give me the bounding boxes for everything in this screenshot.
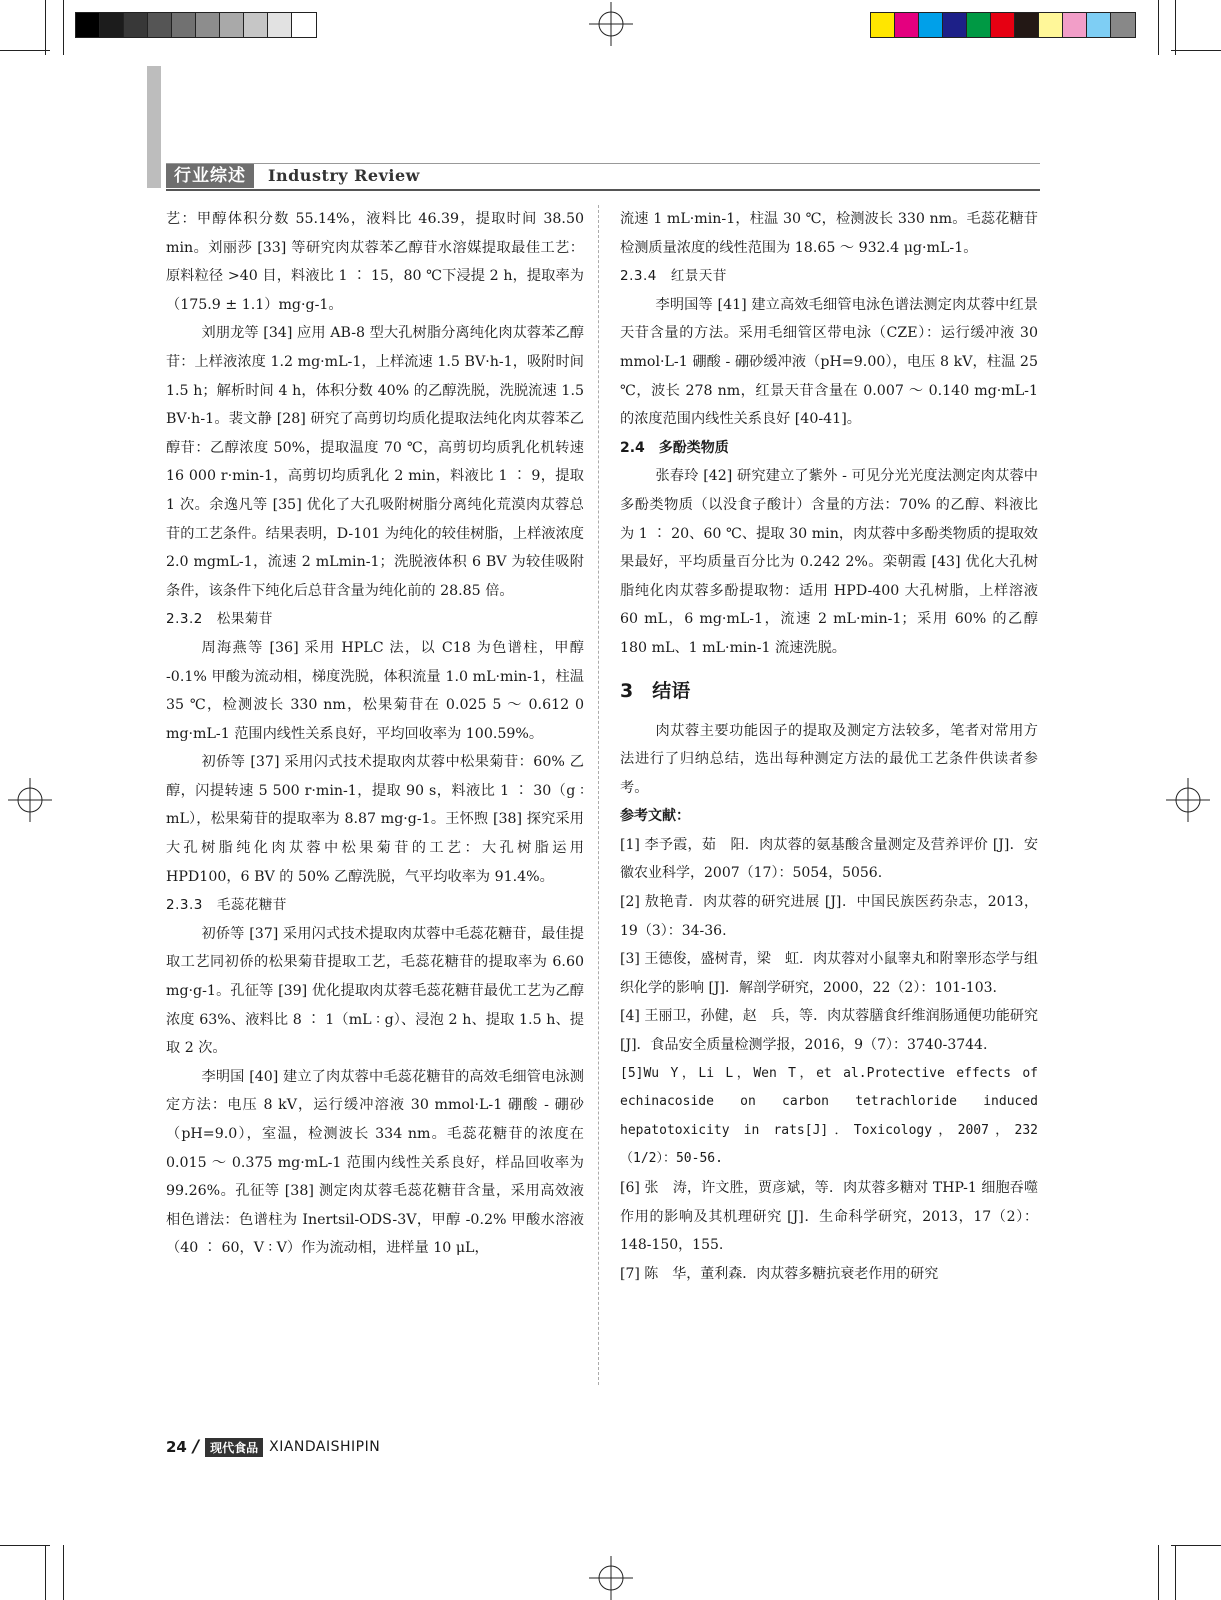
registration-mark-icon (589, 1556, 633, 1600)
chapter-heading: 3 结语 (620, 679, 691, 702)
color-swatch (292, 13, 316, 37)
crop-mark (0, 50, 50, 51)
crop-mark (45, 1545, 46, 1600)
crop-mark (1175, 0, 1176, 55)
color-swatch (172, 13, 196, 37)
paragraph: 周海燕等 [36] 采用 HPLC 法，以 C18 为色谱柱，甲醇 -0.1% 甲酸为流动相，梯度洗脱，体积流量 1.0 mL·min-1，柱温 35 ℃，检测波长 330 nm，松果菊苷在 0.025 5 ～ 0.612 0 mg·mL-1 范围内线性关系良好，平均回收率为 100.59%。 (166, 639, 584, 742)
color-swatch (919, 13, 943, 37)
paragraph: 张春玲 [42] 研究建立了紫外 - 可见分光光度法测定肉苁蓉中多酚类物质（以没食子酸计）含量的方法：70% 的乙醇、料液比为 1 ∶ 20、60 ℃、提取 30 min，肉苁蓉中多酚类物质的提取效果最好，平均质量百分比为 0.242 2%。栾朝霞 [43] 优化大孔树脂纯化肉苁蓉多酚提取物：适用 HPD-400 大孔树脂，上样溶液 60 mL，6 mg·mL-1，流速 2 mL·min-1；采用 60% 的乙醇 180 mL、1 mL·min-1 流速洗脱。 (620, 468, 1038, 656)
right-column (620, 205, 1038, 1288)
section-tag-english: Industry Review (268, 166, 420, 185)
color-swatch (1039, 13, 1063, 37)
header-rule-bottom (166, 189, 1040, 191)
crop-mark (45, 0, 46, 55)
color-swatch (76, 13, 100, 37)
color-swatch (1015, 13, 1039, 37)
paragraph: 肉苁蓉主要功能因子的提取及测定方法较多，笔者对常用方法进行了归纳总结，选出每种测定方法的最优工艺条件供读者参考。 (620, 722, 1038, 796)
color-swatch (220, 13, 244, 37)
reference-item: [2] 敖艳青．肉苁蓉的研究进展 [J]．中国民族医药杂志，2013，19（3）：34-36. (620, 894, 1038, 939)
color-swatch (943, 13, 967, 37)
color-swatch (124, 13, 148, 37)
reference-item: [5]Wu Y，Li L，Wen T，et al.Protective effects of echinacoside on carbon tetrachloride induced hepatotoxicity in rats[J]．Toxicology，2007，232（1/2）：50-56. (620, 1065, 1038, 1167)
crop-mark (1171, 50, 1221, 51)
subsection-heading: 2.3.4 红景天苷 (620, 268, 727, 285)
section-heading: 2.4 多酚类物质 (620, 439, 729, 456)
paragraph: 刘朋龙等 [34] 应用 AB-8 型大孔树脂分离纯化肉苁蓉苯乙醇苷：上样液浓度 1.2 mg·mL-1，上样流速 1.5 BV·h-1，吸附时间 1.5 h；解析时间 4 h，体积分数 40% 的乙醇洗脱，洗脱流速 1.5 BV·h-1。裴文静 [28] 研究了高剪切均质化提取法纯化肉苁蓉苯乙醇苷：乙醇浓度 50%，提取温度 70 ℃，高剪切均质乳化机转速 16 000 r·min-1，高剪切均质乳化 2 min，料液比 1 ∶ 9，提取 1 次。余逸凡等 [35] 优化了大孔吸附树脂分离纯化荒漠肉苁蓉总苷的工艺条件。结果表明，D-101 为纯化的较佳树脂，上样液浓度 2.0 mgmL-1，流速 2 mLmin-1；洗脱液体积 6 BV 为较佳吸附条件，该条件下纯化后总苷含量为纯化前的 28.85 倍。 (166, 325, 584, 599)
crop-mark (63, 1545, 64, 1600)
references-heading: 参考文献： (620, 808, 690, 825)
color-swatch (244, 13, 268, 37)
reference-item: [6] 张 涛，许文胜，贾彦斌，等．肉苁蓉多糖对 THP-1 细胞吞噬作用的影响及其机理研究 [J]．生命科学研究，2013，17（2）：148-150，155. (620, 1180, 1038, 1254)
magazine-name-chinese: 现代食品 (205, 1438, 263, 1457)
color-swatch (895, 13, 919, 37)
paragraph: 初侨等 [37] 采用闪式技术提取肉苁蓉中毛蕊花糖苷，最佳提取工艺同初侨的松果菊苷提取工艺，毛蕊花糖苷的提取率为 6.60 mg·g-1。孔征等 [39] 优化提取肉苁蓉毛蕊花糖苷最优工艺为乙醇浓度 63%、液料比 8 ∶ 1（mL ∶ g）、浸泡 2 h、提取 1.5 h、提取 2 次。 (166, 925, 584, 1057)
paragraph: 初侨等 [37] 采用闪式技术提取肉苁蓉中松果菊苷：60% 乙醇，闪提转速 5 500 r·min-1，提取 90 s，料液比 1 ∶ 30（g ∶ mL），松果菊苷的提取率为 8.87 mg·g-1。王怀煦 [38] 探究采用大孔树脂纯化肉苁蓉中松果菊苷的工艺：大孔树脂运用 HPD100，6 BV 的 50% 乙醇洗脱，气平均收率为 91.4%。 (166, 754, 584, 885)
color-swatch (268, 13, 292, 37)
section-tag-chinese: 行业综述 (166, 164, 254, 188)
cmyk-color-bar (870, 12, 1136, 38)
color-swatch (991, 13, 1015, 37)
subsection-heading: 2.3.3 毛蕊花糖苷 (166, 897, 287, 914)
header-side-bar (147, 66, 161, 188)
crop-mark (1171, 1545, 1221, 1546)
crop-mark (63, 0, 64, 55)
crop-mark (0, 1545, 50, 1546)
registration-mark-icon (589, 2, 633, 46)
footer-slash: / (192, 1437, 200, 1457)
registration-mark-icon (1166, 778, 1210, 822)
column-divider (598, 205, 600, 1385)
color-swatch (871, 13, 895, 37)
crop-mark (1158, 1545, 1159, 1600)
reference-item: [4] 王丽卫，孙健，赵 兵，等．肉苁蓉膳食纤维润肠通便功能研究 [J]．食品安全质量检测学报，2016，9（7）：3740-3744. (620, 1008, 1038, 1054)
magazine-name-english: XIANDAISHIPIN (269, 1439, 381, 1455)
reference-item: [1] 李予霞，茹 阳．肉苁蓉的氨基酸含量测定及营养评价 [J]．安徽农业科学，2007（17）：5054，5056. (620, 836, 1038, 882)
color-swatch (1063, 13, 1087, 37)
header-rule-top (166, 163, 1040, 164)
grayscale-color-bar (75, 12, 317, 38)
subsection-heading: 2.3.2 松果菊苷 (166, 611, 273, 628)
left-column (166, 205, 584, 1263)
crop-mark (1175, 1545, 1176, 1600)
crop-mark (1158, 0, 1159, 55)
reference-item: [7] 陈 华，董利森．肉苁蓉多糖抗衰老作用的研究 (620, 1265, 939, 1282)
paragraph: 流速 1 mL·min-1，柱温 30 ℃，检测波长 330 nm。毛蕊花糖苷检测质量浓度的线性范围为 18.65 ～ 932.4 μg·mL-1。 (620, 211, 1038, 256)
color-swatch (100, 13, 124, 37)
color-swatch (1087, 13, 1111, 37)
page-number: 24 (166, 1438, 187, 1456)
paragraph: 李明国 [40] 建立了肉苁蓉中毛蕊花糖苷的高效毛细管电泳测定方法：电压 8 kV，运行缓冲溶液 30 mmol·L-1 硼酸 - 硼砂（pH=9.0），室温，检测波长 334 nm。毛蕊花糖苷的浓度在 0.015 ～ 0.375 mg·mL-1 范围内线性关系良好，样品回收率为 99.26%。孔征等 [38] 测定肉苁蓉毛蕊花糖苷含量，采用高效液相色谱法：色谱柱为 Inertsil-ODS-3V，甲醇 -0.2% 甲酸水溶液（40 ∶ 60，V ∶ V）作为流动相，进样量 10 μL， (166, 1068, 584, 1257)
page-footer (166, 1437, 380, 1457)
color-swatch (1111, 13, 1135, 37)
color-swatch (196, 13, 220, 37)
paragraph: 李明国等 [41] 建立高效毛细管电泳色谱法测定肉苁蓉中红景天苷含量的方法。采用毛细管区带电泳（CZE）：运行缓冲液 30 mmol·L-1 硼酸 - 硼砂缓冲液（pH=9.00），电压 8 kV，柱温 25 ℃，波长 278 nm，红景天苷含量在 0.007 ～ 0.140 mg·mL-1 的浓度范围内线性关系良好 [40-41]。 (620, 296, 1038, 428)
registration-mark-icon (8, 778, 52, 822)
color-swatch (967, 13, 991, 37)
paragraph: 艺：甲醇体积分数 55.14%，液料比 46.39，提取时间 38.50 min。刘丽莎 [33] 等研究肉苁蓉苯乙醇苷水溶媒提取最佳工艺：原料粒径 >40 目，料液比 1 ∶ 15，80 ℃下浸提 2 h，提取率为（175.9 ± 1.1）mg·g-1。 (166, 211, 584, 313)
color-swatch (148, 13, 172, 37)
reference-item: [3] 王德俊，盛树青，梁 虹．肉苁蓉对小鼠睾丸和附睾形态学与组织化学的影响 [J]．解剖学研究，2000，22（2）：101-103. (620, 951, 1038, 996)
